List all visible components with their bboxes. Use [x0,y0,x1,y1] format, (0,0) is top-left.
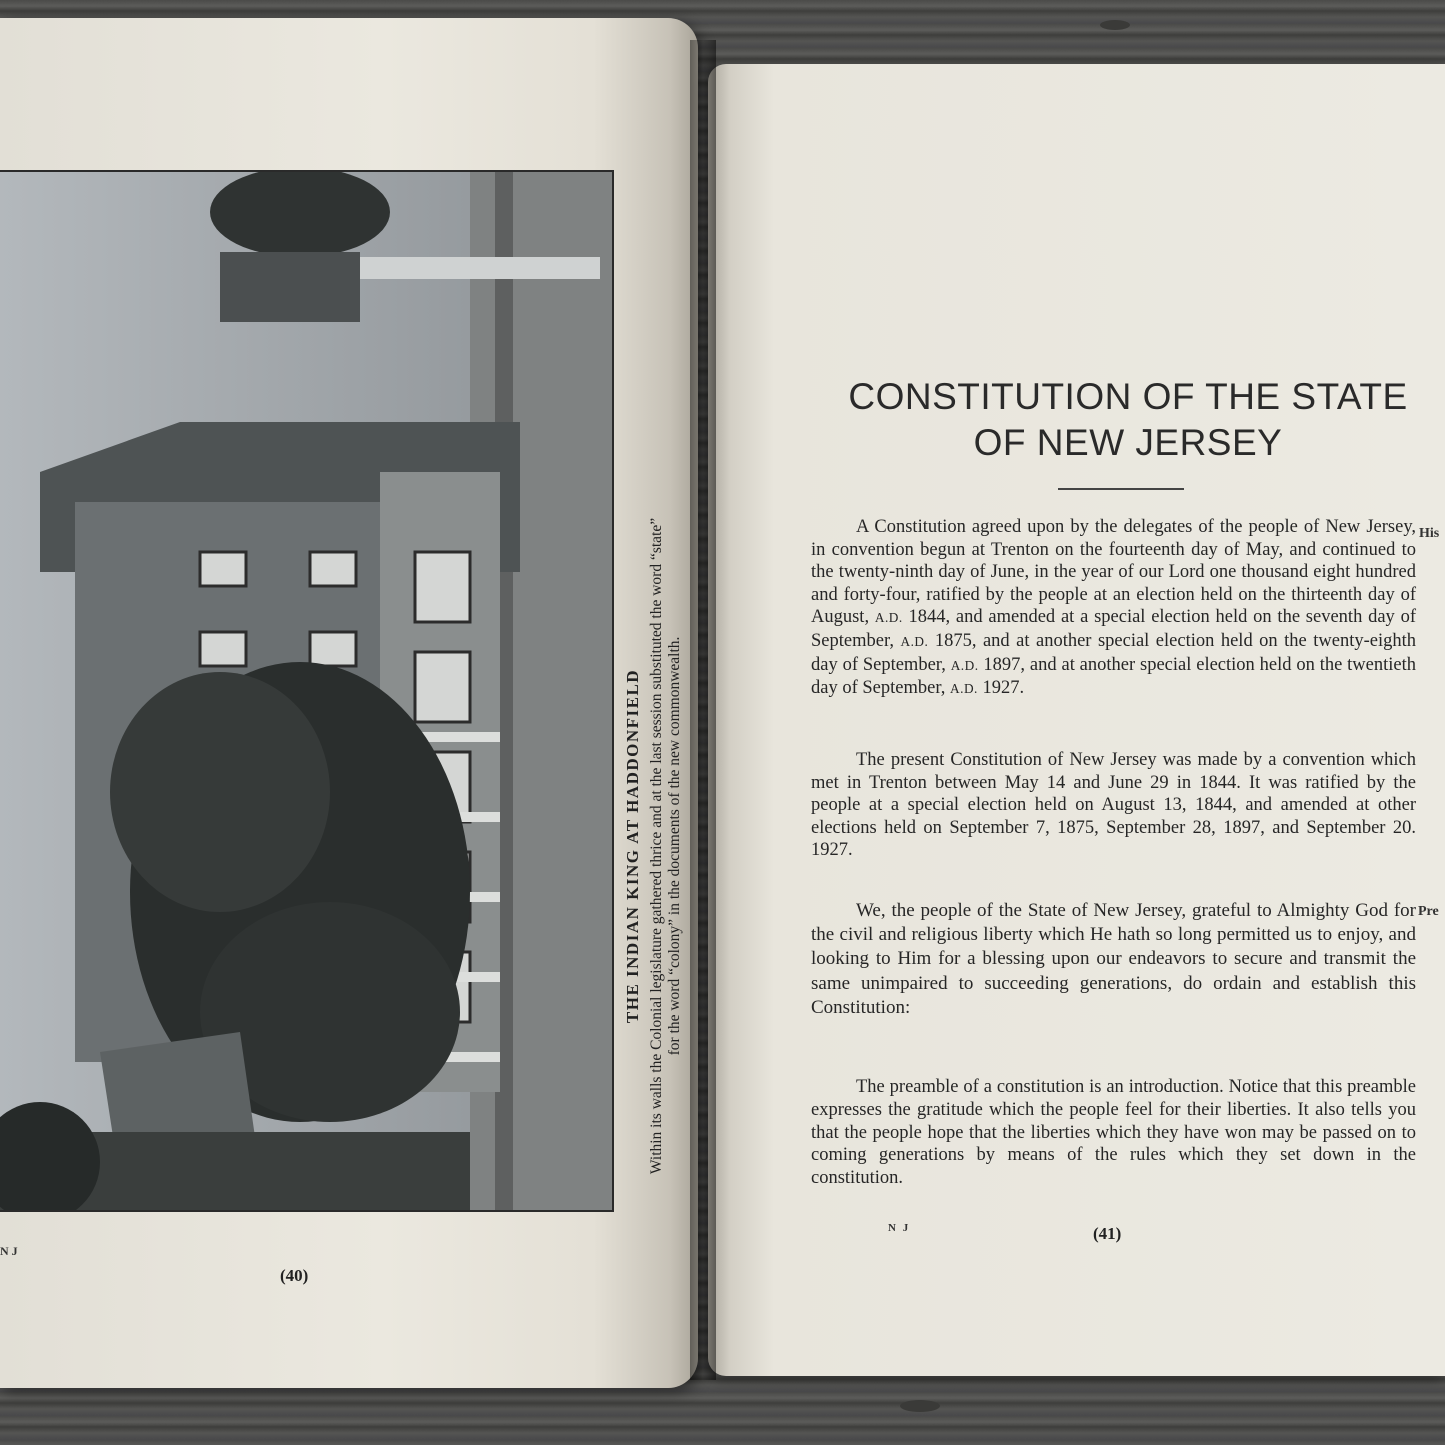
paragraph-preamble-explanation: The preamble of a constitution is an introduction. Notice that this preamble expresses the gratitude which the people feel for their liberties. It also tells you that the people hope that the liberties which they have won may be passed on to coming generations by means of the rules which they set down in the constitution. [811,1077,1416,1189]
p1-text-c: 1875, and at another special election held on the twenty-eighth day of September, [811,630,1416,675]
page-number: (41) [1093,1224,1122,1243]
p1-text-e: 1927. [977,678,1025,699]
page-number: (40) [280,1266,309,1285]
p1-era-4: A.D. [950,681,978,697]
p1-text-b: 1844, and amended at a special election held on the seventh day of September, [811,607,1416,651]
p1-era-3: A.D. [950,657,979,673]
signature-marker: N J [888,1222,911,1234]
p1-era-2: A.D. [900,633,929,649]
left-page [0,18,698,1388]
right-page [708,64,1445,1376]
caption-line-2: for the word “colony” in the documents of the new commonwealth. [666,636,683,1056]
p1-text-a: A Constitution agreed upon by the delegates of the people of New Jersey, in convention begun at Trenton on the fourteenth day of May, and continued to the twenty-ninth day of June, in the year of our Lord one thousand eight hundred and forty-four, ratified by the people at an election held on the thirteenth day of August, [811,517,1416,628]
caption-title: THE INDIAN KING AT HADDONFIELD [623,668,642,1024]
paragraph-present-constitution: The present Constitution of New Jersey was made by a convention which met in Trenton between May 14 and June 29 in 1844. It was ratified by the people at a special election held on August 13, 1844, and amended at other elections held on September 7, 1875, September 28, 1897, and September 20. 1927. [811,750,1416,861]
house-illustration [0,172,612,1210]
page-title [808,374,1445,466]
title-line-1: CONSTITUTION OF THE STATE [848,376,1408,417]
book-gutter [690,40,716,1380]
title-divider [1058,488,1184,490]
paragraph-history [811,516,1416,701]
wood-knot [1100,20,1130,30]
signature-marker: N J [0,1244,18,1258]
margin-note-preamble: Pre [1418,904,1439,919]
p1-era-1: A.D. [874,610,903,626]
haddonfield-photo [0,170,614,1212]
title-line-2: OF NEW JERSEY [973,422,1283,463]
margin-note-history: His [1419,526,1440,541]
p1-text-d: 1897, and at another special election held on the twentieth day of September, [811,654,1416,699]
wood-knot [900,1400,940,1412]
paragraph-preamble: We, the people of the State of New Jersey, grateful to Almighty God for the civil and religious liberty which He hath so long permitted us to enjoy, and looking to Him for a blessing upon our endeavors to secure and transmit the same unimpaired to succeeding generations, do ordain and establish this Constitution: [811,900,1416,1018]
caption-line-1: Within its walls the Colonial legislature gathered thrice and at the last session substituted the word “state” [648,517,665,1175]
